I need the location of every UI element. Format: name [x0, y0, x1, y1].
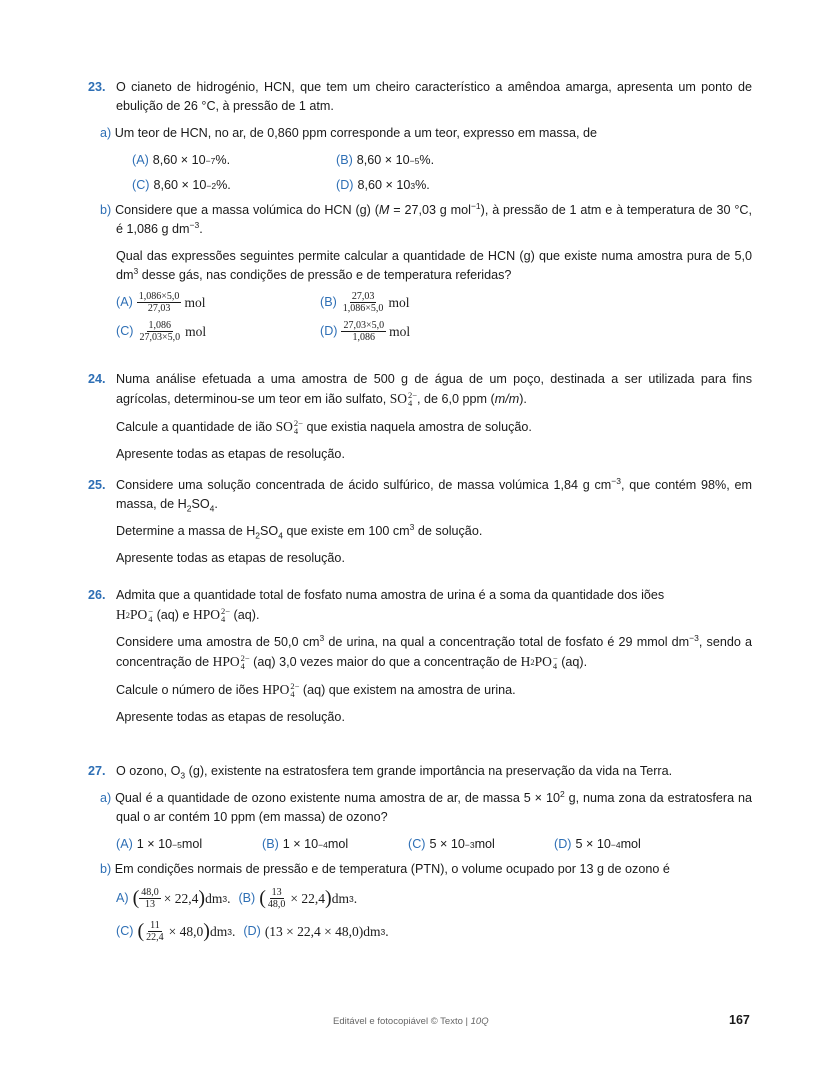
question-intro: O ozono, $O_3$ (g), existente na estratosfera tem grande importância na preservação da vida na Terra.	[116, 764, 673, 781]
options	[116, 835, 752, 854]
options	[116, 887, 752, 943]
question-intro: Considere uma solução concentrada de ácido sulfúrico, de massa volúmica 1,84 g $cm^{-3}$, que contém 98%, em massa, de $H_2SO_4$.	[116, 475, 752, 514]
subquestion-label: a)	[100, 126, 112, 140]
question-intro: Numa análise efetuada a uma amostra de 500 g de água de um poço, destinada a ser utilizada para fins agrícolas, determinou-se um teor em ião sulfato, SO 2− 4 , de 6,0 ppm (m/m).	[116, 372, 752, 408]
subquestion-b: b) Em condições normais de pressão e de temperatura (PTN), o volume ocupado por 13 g de ozono é A) ( $\frac{48,0}{13}$ × 22,4 ) dm 3 . (B) ( $\frac{13}{48,0}$ × 22,4 ) dm 3 . (C) ( $\frac{11}{22,4}$ × 48,0 ) dm 3 . (D) (13 × 22,4 × 48,0)dm 3 .	[116, 860, 752, 943]
option-c[interactable]: (C) 8,60 × 10 −2 %.	[132, 178, 231, 192]
fraction: $\frac{1,086}{27,03\times 5,0}$	[139, 320, 181, 343]
options	[132, 151, 752, 195]
option-b[interactable]: (B) 1 × 10 −4 mol	[262, 837, 349, 851]
option-d[interactable]: (D) (13 × 22,4 × 48,0)dm 3 .	[243, 924, 389, 939]
option-a[interactable]: A) ( $\frac{48,0}{13}$ × 22,4 ) dm 3 .	[116, 887, 231, 910]
page-number: 167	[729, 1013, 750, 1027]
question-instruction: Apresente todas as etapas de resolução.	[116, 551, 345, 565]
subquestion-b: b) Considere que a massa volúmica do HCN (g) (M = 27,03 g mol$^{-1}$), à pressão de 1 atm e à temperatura de 30 °C, é 1,086 g $dm^{-3}$. Qual das expressões seguintes permite calcular a quantidade de HCN (g) que existe numa amostra pura de 5,0 $dm^3$ desse gás, nas condições de pressão e de temperatura referidas? (A) $\frac{1,086\times 5,0}{27,03}$ mol (B) $\frac{27,03}{1,086\times 5,0}$ mol (C) $\frac{1,086}{27,03\times 5,0}$ mol (D) $\frac{27,03\times 5,0}{1,086}$ mol	[100, 200, 753, 343]
footer-copyright: Editável e fotocopiável © Texto | 10Q	[333, 1016, 489, 1027]
subquestion-label: a)	[100, 791, 112, 805]
option-c[interactable]: (C) 5 × 10 −3 mol	[408, 837, 495, 851]
option-a[interactable]: (A) $\frac{1,086\times 5,0}{27,03}$ mol	[116, 291, 206, 314]
sulfate-ion: SO 2− 4	[389, 389, 418, 408]
question-instruction: Apresente todas as etapas de resolução.	[116, 710, 345, 724]
question-number: 25.	[88, 478, 106, 492]
subquestion-label: b)	[100, 203, 112, 217]
option-c[interactable]: (C) $\frac{1,086}{27,03\times 5,0}$ mol	[116, 320, 207, 343]
question-context: Considere uma amostra de 50,0 $cm^3$ de urina, na qual a concentração total de fosfato é 29 mmol $dm^{-3}$, sendo a concentração de HPO 2− 4 (aq) 3,0 vezes maior do que a concentração de H 2 PO − 4 (aq).	[116, 632, 752, 671]
option-a[interactable]: (A) 8,60 × 10 −7 %.	[132, 153, 231, 167]
option-b[interactable]: (B) ( $\frac{13}{48,0}$ × 22,4 ) dm 3 .	[238, 887, 358, 910]
question-number: 23.	[88, 80, 106, 94]
subquestion-a	[100, 124, 752, 195]
question-instruction: Apresente todas as etapas de resolução.	[116, 447, 345, 461]
fraction: $\frac{27,03}{1,086\times 5,0}$	[342, 291, 384, 314]
subquestion-label: b)	[100, 862, 112, 876]
question-27	[88, 762, 752, 949]
option-b[interactable]: (B) 8,60 × 10 −5 %.	[336, 153, 435, 167]
question-26	[88, 586, 752, 735]
option-a[interactable]: (A) 1 × 10 −5 mol	[116, 837, 203, 851]
option-d[interactable]: (D) 8,60 × 10 3 %.	[336, 178, 430, 192]
hydrogen-phosphate-ion: HPO 2− 4	[192, 605, 231, 624]
question-24	[88, 370, 752, 472]
question-task: Calcule o número de iões HPO 2− 4 (aq) que existem na amostra de urina.	[116, 680, 516, 699]
option-c[interactable]: (C) ( $\frac{11}{22,4}$ × 48,0 ) dm 3 .	[116, 920, 236, 943]
question-intro: Admita que a quantidade total de fosfato numa amostra de urina é a soma da quantidade dos iões H 2 PO − 4 (aq) e HPO 2− 4 (aq).	[116, 588, 665, 624]
option-d[interactable]: (D) 5 × 10 −4 mol	[554, 837, 641, 851]
options	[116, 291, 752, 343]
fraction: $\frac{1,086\times 5,0}{27,03}$	[138, 291, 180, 314]
question-25	[88, 476, 752, 576]
fraction: $\frac{27,03\times 5,0}{1,086}$	[343, 320, 385, 343]
sulfate-ion: SO 2− 4	[275, 417, 303, 436]
question-task: Calcule a quantidade de ião SO 2− 4 que existia naquela amostra de solução.	[116, 417, 532, 436]
question-intro: O cianeto de hidrogénio, HCN, que tem um cheiro característico a amêndoa amarga, apresenta um ponto de ebulição de 26 °C, à pressão de 1 atm.	[116, 80, 752, 113]
subquestion-text: Um teor de HCN, no ar, de 0,860 ppm corresponde a um teor, expresso em massa, de	[114, 126, 598, 140]
dihydrogen-phosphate-ion: H 2 PO − 4	[116, 605, 154, 624]
subquestion-a: a) Qual é a quantidade de ozono existente numa amostra de ar, de massa $5 \times 10^2$ g, numa zona da estratosfera na qual o ar contém 10 ppm (em massa) de ozono? (A) 1 × 10 −5 mol (B) 1 × 10 −4 mol (C) 5 × 10 −3 mol (D) 5 × 10 −4 mol	[116, 789, 752, 854]
question-number: 27.	[88, 764, 106, 778]
option-b[interactable]: (B) $\frac{27,03}{1,086\times 5,0}$ mol	[320, 291, 410, 314]
option-d[interactable]: (D) $\frac{27,03\times 5,0}{1,086}$ mol	[320, 320, 411, 343]
question-number: 26.	[88, 588, 106, 602]
question-23	[88, 78, 752, 349]
question-task: Determine a massa de $H_2SO_4$ que existe em 100 $cm^3$ de solução.	[116, 521, 483, 541]
question-number: 24.	[88, 372, 106, 386]
subquestion-question: Qual das expressões seguintes permite calcular a quantidade de HCN (g) que existe numa amostra pura de 5,0 $dm^3$ desse gás, nas condições de pressão e de temperatura referidas?	[116, 249, 752, 282]
